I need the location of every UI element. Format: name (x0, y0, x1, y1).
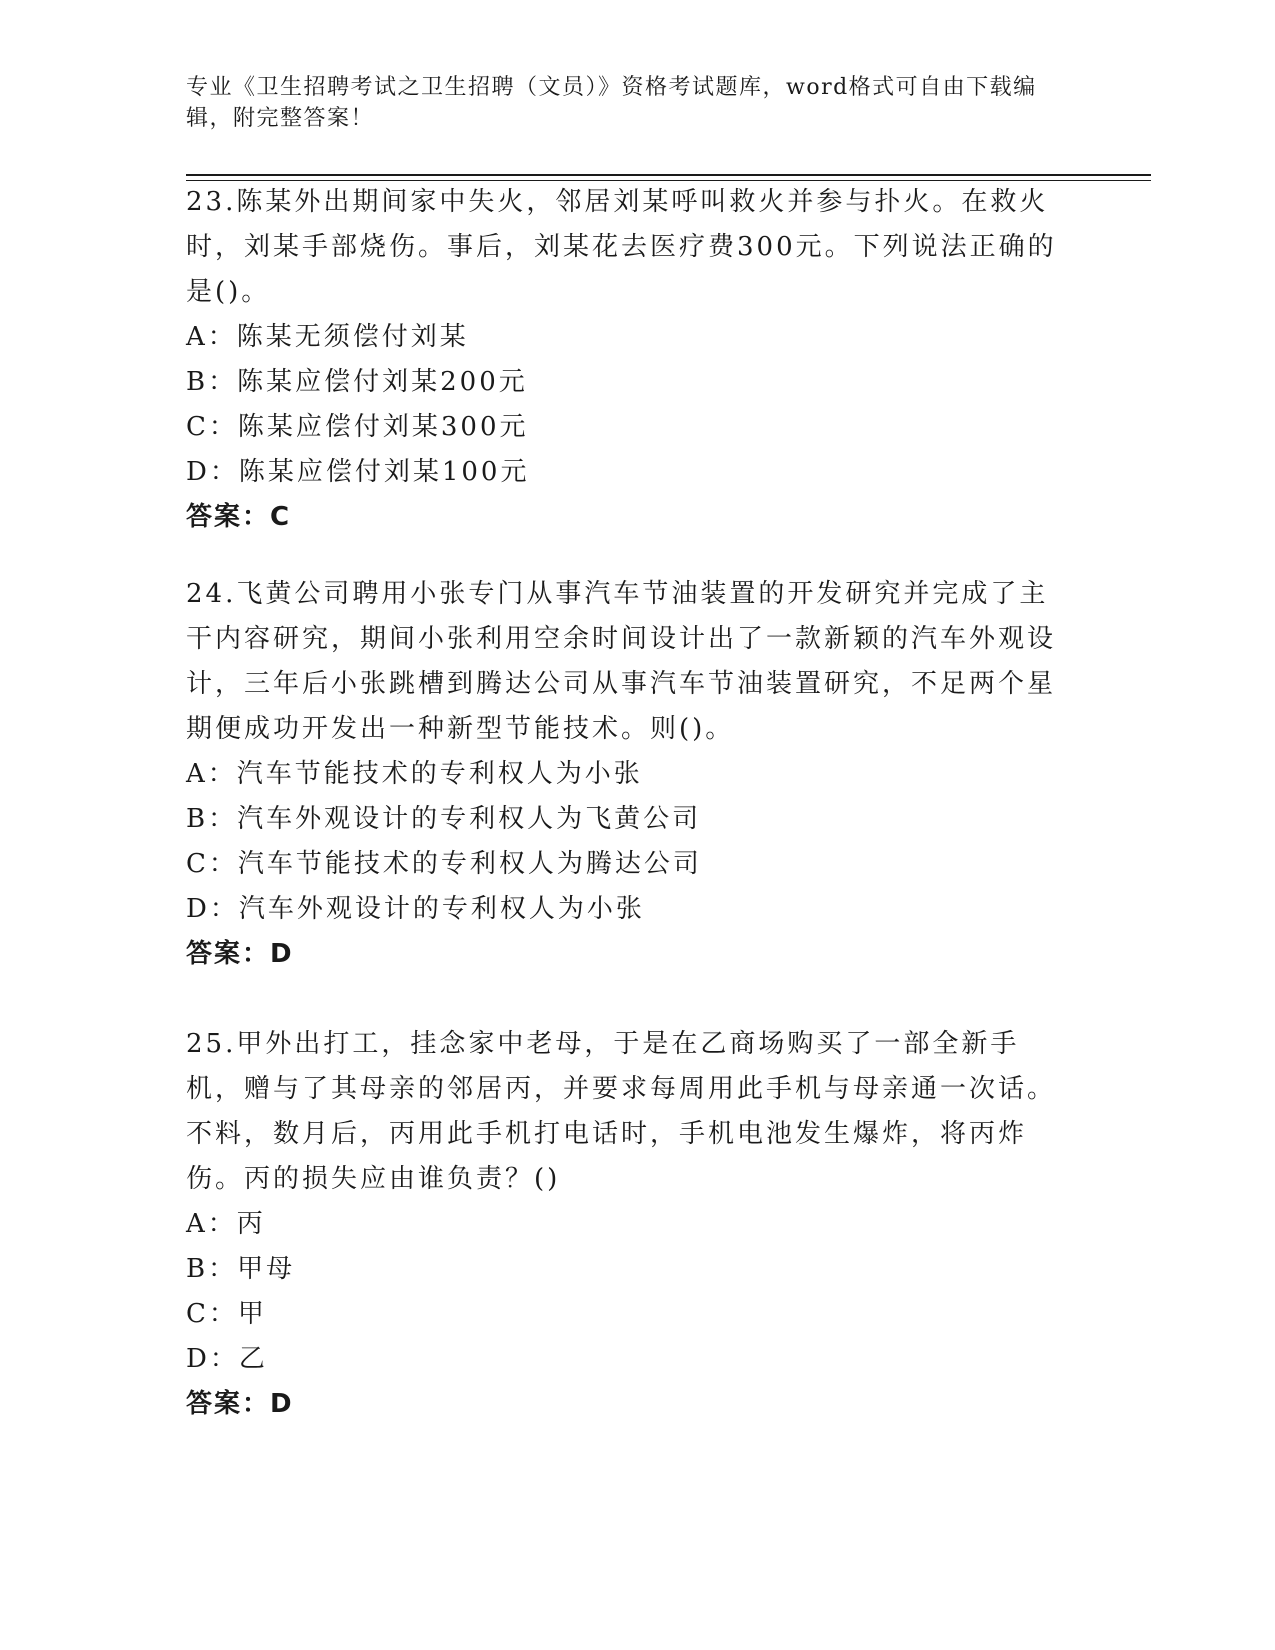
answer (186, 495, 1066, 540)
option-b: B：汽车外观设计的专利权人为飞黄公司 (186, 804, 702, 834)
answer-label: 答案： (186, 939, 271, 969)
option-d: D：汽车外观设计的专利权人为小张 (186, 894, 645, 924)
question-25 (186, 1022, 1066, 1427)
answer-value: C (270, 502, 292, 532)
option-a: A：汽车节能技术的专利权人为小张 (186, 759, 643, 789)
option-b: B：甲母 (186, 1254, 296, 1284)
answer-label: 答案： (186, 502, 271, 532)
option-d: D：陈某应偿付刘某100元 (186, 457, 530, 487)
option-b: B：陈某应偿付刘某200元 (186, 367, 528, 397)
question-23 (186, 180, 1066, 540)
option-d: D：乙 (186, 1344, 268, 1374)
answer-label: 答案： (186, 1389, 271, 1419)
header-divider-thick (186, 174, 1151, 176)
question-stem: 23.陈某外出期间家中失火，邻居刘某呼叫救火并参与扑火。在救火时，刘某手部烧伤。事后，刘某花去医疗费300元。下列说法正确的是()。 (186, 187, 1057, 307)
option-c: C：甲 (186, 1299, 267, 1329)
option-c: C：陈某应偿付刘某300元 (186, 412, 529, 442)
question-24 (186, 572, 1066, 977)
answer-value: D (270, 1389, 294, 1419)
answer-value: D (270, 939, 294, 969)
option-a: A：丙 (186, 1209, 266, 1239)
question-stem: 24.飞黄公司聘用小张专门从事汽车节油装置的开发研究并完成了主干内容研究，期间小张利用空余时间设计出了一款新颖的汽车外观设计，三年后小张跳槽到腾达公司从事汽车节油装置研究，不足两个星期便成功开发出一种新型节能技术。则()。 (186, 579, 1057, 744)
answer (186, 1382, 1066, 1427)
option-a: A：陈某无须偿付刘某 (186, 322, 469, 352)
option-c: C：汽车节能技术的专利权人为腾达公司 (186, 849, 702, 879)
document-intro: 专业《卫生招聘考试之卫生招聘（文员）》资格考试题库，word格式可自由下载编辑，附完整答案！ (186, 75, 1037, 131)
question-stem: 25.甲外出打工，挂念家中老母，于是在乙商场购买了一部全新手机，赠与了其母亲的邻居丙，并要求每周用此手机与母亲通一次话。不料，数月后，丙用此手机打电话时，手机电池发生爆炸，将丙炸伤。丙的损失应由谁负责？() (186, 1029, 1057, 1194)
answer (186, 932, 1066, 977)
